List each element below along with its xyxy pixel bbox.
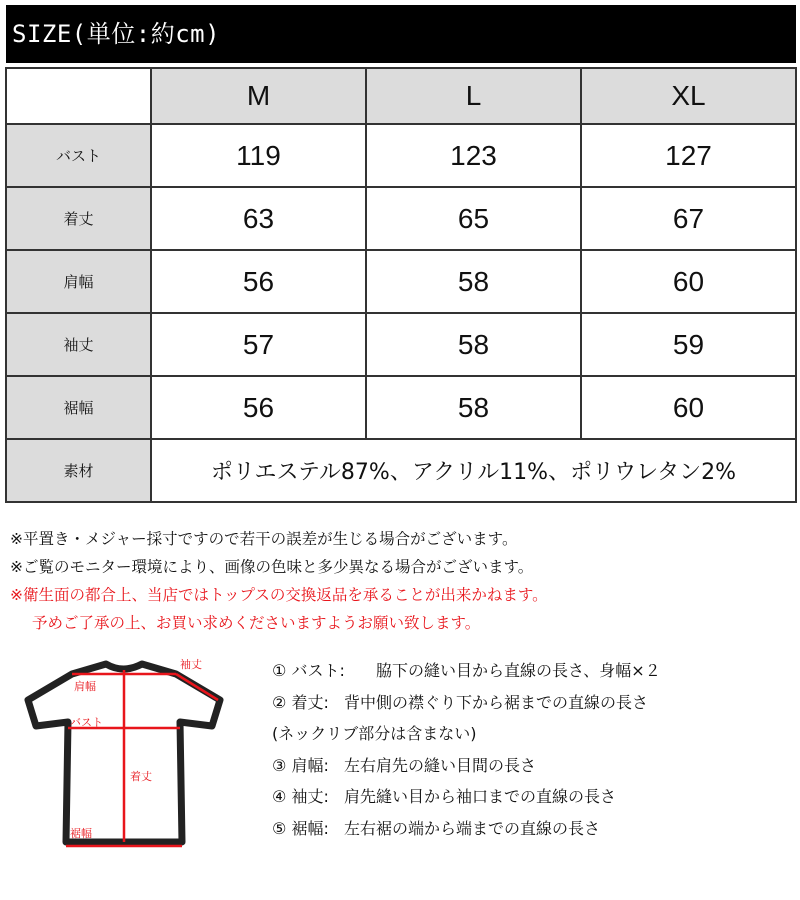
tshirt-icon xyxy=(18,650,238,860)
table-row xyxy=(6,250,796,313)
row-label-shoulder: 肩幅 xyxy=(6,250,151,313)
note-acknowledge: 予めご了承の上、お買い求めくださいますようお願い致します。 xyxy=(32,614,481,632)
legend-desc: 脇下の縫い目から直線の長さ、身幅×２ xyxy=(375,661,661,680)
tshirt-measure-diagram xyxy=(18,650,238,860)
table-cell: 58 xyxy=(366,250,581,313)
table-row-material xyxy=(6,439,796,502)
table-row xyxy=(6,376,796,439)
table-cell: 60 xyxy=(581,376,796,439)
table-cell: 56 xyxy=(151,250,366,313)
material-value: ポリエステル87%、アクリル11%、ポリウレタン2% xyxy=(151,439,796,502)
legend-item-sleeve xyxy=(272,781,792,813)
size-title: SIZE(単位:約cm) xyxy=(12,20,221,48)
table-cell: 67 xyxy=(581,187,796,250)
legend-item-hem xyxy=(272,813,792,845)
size-header xyxy=(6,5,796,63)
legend-item-bust xyxy=(272,655,792,687)
note-monitor: ※ご覧のモニター環境により、画像の色味と多少異なる場合がございます。 xyxy=(10,558,534,576)
measurement-legend xyxy=(272,655,792,844)
table-cell: 60 xyxy=(581,250,796,313)
row-label-hem: 裾幅 xyxy=(6,376,151,439)
legend-item-length xyxy=(272,687,792,719)
column-header-xl: XL xyxy=(581,68,796,124)
legend-number: ④ xyxy=(272,787,287,806)
table-cell: 57 xyxy=(151,313,366,376)
notes xyxy=(10,525,790,637)
table-cell: 123 xyxy=(366,124,581,187)
table-row xyxy=(6,313,796,376)
table-row xyxy=(6,187,796,250)
row-label-length: 着丈 xyxy=(6,187,151,250)
legend-desc: 背中側の襟ぐり下から裾までの直線の長さ xyxy=(343,692,648,712)
legend-desc: 左右肩先の縫い目間の長さ xyxy=(343,755,536,775)
table-cell: 58 xyxy=(366,313,581,376)
legend-name: 袖丈: xyxy=(291,787,329,806)
legend-number: ① xyxy=(272,661,287,680)
table-cell: 56 xyxy=(151,376,366,439)
table-cell: 119 xyxy=(151,124,366,187)
diagram-label-sleeve: 袖丈 xyxy=(180,658,202,671)
table-cell: 59 xyxy=(581,313,796,376)
size-header-row xyxy=(6,68,796,124)
diagram-label-length: 着丈 xyxy=(130,770,152,783)
size-table xyxy=(5,67,797,503)
legend-desc: 肩先縫い目から袖口までの直線の長さ xyxy=(343,787,616,806)
legend-name: バスト: xyxy=(291,661,345,680)
note-no-returns: ※衛生面の都合上、当店ではトップスの交換返品を承ることが出来かねます。 xyxy=(10,586,548,604)
legend-number: ⑤ xyxy=(272,818,287,838)
legend-number: ② xyxy=(272,692,287,712)
column-header-l: L xyxy=(366,68,581,124)
legend-name: 着丈: xyxy=(291,692,329,712)
diagram-label-shoulder: 肩幅 xyxy=(74,680,96,693)
legend-item-length-note: (ネックリブ部分は含まない) xyxy=(272,724,477,743)
note-measurement: ※平置き・メジャー採寸ですので若干の誤差が生じる場合がございます。 xyxy=(10,530,518,548)
table-cell: 63 xyxy=(151,187,366,250)
diagram-label-hem: 裾幅 xyxy=(70,827,92,840)
diagram-label-bust: バスト xyxy=(70,716,103,729)
row-label-bust: バスト xyxy=(6,124,151,187)
row-label-material: 素材 xyxy=(6,439,151,502)
column-header-m: M xyxy=(151,68,366,124)
table-cell: 127 xyxy=(581,124,796,187)
legend-name: 裾幅: xyxy=(291,818,329,838)
legend-item-shoulder xyxy=(272,750,792,782)
legend-number: ③ xyxy=(272,755,287,775)
table-cell: 58 xyxy=(366,376,581,439)
table-cell: 65 xyxy=(366,187,581,250)
table-corner-cell xyxy=(6,68,151,124)
table-row xyxy=(6,124,796,187)
row-label-sleeve: 袖丈 xyxy=(6,313,151,376)
legend-desc: 左右裾の端から端までの直線の長さ xyxy=(343,818,600,838)
legend-name: 肩幅: xyxy=(291,755,329,775)
